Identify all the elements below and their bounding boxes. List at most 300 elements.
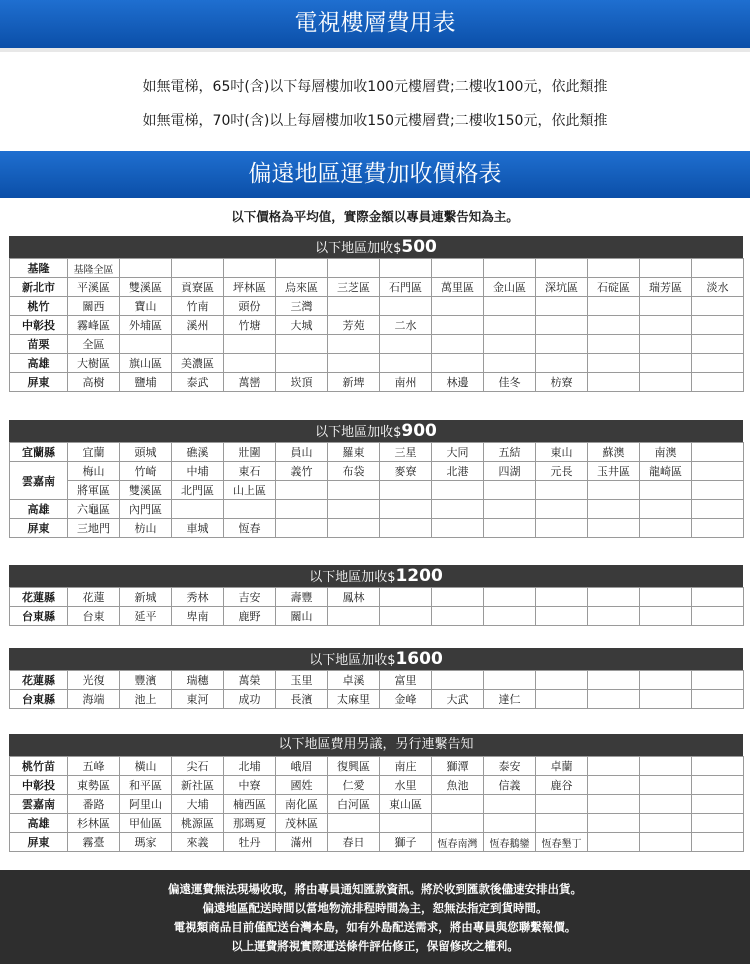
table-row bbox=[10, 354, 744, 373]
district-cell bbox=[692, 443, 744, 462]
district-cell bbox=[224, 335, 276, 354]
district-cell bbox=[692, 354, 744, 373]
district-cell bbox=[588, 373, 640, 392]
zone-header bbox=[9, 236, 743, 258]
district-cell bbox=[536, 795, 588, 814]
table-row bbox=[10, 259, 744, 278]
district-cell bbox=[380, 481, 432, 500]
zone-header bbox=[9, 734, 743, 756]
district-cell: 坪林區 bbox=[224, 278, 276, 297]
district-cell bbox=[276, 259, 328, 278]
district-cell bbox=[432, 481, 484, 500]
district-cell bbox=[432, 259, 484, 278]
zone-header-amount: 1200 bbox=[395, 566, 443, 586]
district-cell bbox=[640, 690, 692, 709]
district-cell bbox=[172, 259, 224, 278]
district-cell: 花蓮 bbox=[68, 588, 120, 607]
district-cell: 崁頂 bbox=[276, 373, 328, 392]
district-cell bbox=[588, 588, 640, 607]
district-cell bbox=[276, 519, 328, 538]
district-cell bbox=[536, 500, 588, 519]
zone-header bbox=[9, 420, 743, 442]
district-cell bbox=[692, 795, 744, 814]
district-cell bbox=[588, 814, 640, 833]
district-cell bbox=[640, 259, 692, 278]
district-cell: 寶山 bbox=[120, 297, 172, 316]
region-table bbox=[9, 442, 744, 538]
zone-header-label: 以下地區加收$ bbox=[309, 653, 396, 668]
district-cell: 仁愛 bbox=[328, 776, 380, 795]
district-cell: 大武 bbox=[432, 690, 484, 709]
table-row bbox=[10, 814, 744, 833]
district-cell bbox=[640, 354, 692, 373]
district-cell: 卓溪 bbox=[328, 671, 380, 690]
district-cell bbox=[692, 519, 744, 538]
district-cell bbox=[536, 259, 588, 278]
district-cell: 林邊 bbox=[432, 373, 484, 392]
district-cell: 竹塘 bbox=[224, 316, 276, 335]
title-banner-floor-fee bbox=[0, 0, 750, 48]
district-cell: 卑南 bbox=[172, 607, 224, 626]
district-cell: 雙溪區 bbox=[120, 481, 172, 500]
table-row bbox=[10, 588, 744, 607]
region-label: 基隆 bbox=[10, 259, 68, 278]
district-cell bbox=[224, 500, 276, 519]
district-cell bbox=[536, 354, 588, 373]
district-cell bbox=[640, 776, 692, 795]
table-row bbox=[10, 278, 744, 297]
district-cell: 關西 bbox=[68, 297, 120, 316]
district-cell: 萬榮 bbox=[224, 671, 276, 690]
district-cell: 三星 bbox=[380, 443, 432, 462]
district-cell: 甲仙區 bbox=[120, 814, 172, 833]
district-cell bbox=[276, 335, 328, 354]
district-cell: 成功 bbox=[224, 690, 276, 709]
district-cell: 佳冬 bbox=[484, 373, 536, 392]
floor-fee-notice-70: 如無電梯，70吋(含)以上每層樓加收150元樓層費;二樓收150元，依此類推 bbox=[142, 113, 608, 129]
district-cell: 關山 bbox=[276, 607, 328, 626]
district-cell: 瑪家 bbox=[120, 833, 172, 852]
district-cell bbox=[172, 335, 224, 354]
district-cell: 中寮 bbox=[224, 776, 276, 795]
district-cell: 旗山區 bbox=[120, 354, 172, 373]
district-cell bbox=[692, 259, 744, 278]
district-cell: 三地門 bbox=[68, 519, 120, 538]
district-cell: 恆春鵝鑾 bbox=[484, 833, 536, 852]
table-row bbox=[10, 462, 744, 481]
floor-fee-notice-65: 如無電梯，65吋(含)以下每層樓加收100元樓層費;二樓收100元，依此類推 bbox=[142, 79, 608, 95]
district-cell: 東勢區 bbox=[68, 776, 120, 795]
district-cell bbox=[432, 500, 484, 519]
table-row bbox=[10, 373, 744, 392]
district-cell: 新城 bbox=[120, 588, 172, 607]
district-cell bbox=[536, 690, 588, 709]
district-cell bbox=[484, 259, 536, 278]
district-cell: 泰安 bbox=[484, 757, 536, 776]
table-row bbox=[10, 316, 744, 335]
district-cell: 枋寮 bbox=[536, 373, 588, 392]
district-cell: 吉安 bbox=[224, 588, 276, 607]
district-cell: 烏來區 bbox=[276, 278, 328, 297]
district-cell: 秀林 bbox=[172, 588, 224, 607]
district-cell: 五峰 bbox=[68, 757, 120, 776]
district-cell: 大城 bbox=[276, 316, 328, 335]
region-table bbox=[9, 587, 744, 626]
district-cell: 國姓 bbox=[276, 776, 328, 795]
district-cell bbox=[640, 335, 692, 354]
zone-header-label: 以下地區加收$ bbox=[315, 241, 402, 256]
district-cell bbox=[380, 259, 432, 278]
district-cell: 東石 bbox=[224, 462, 276, 481]
zone-1200 bbox=[9, 565, 743, 626]
district-cell bbox=[692, 833, 744, 852]
district-cell: 恆春墾丁 bbox=[536, 833, 588, 852]
district-cell bbox=[172, 500, 224, 519]
district-cell: 外埔區 bbox=[120, 316, 172, 335]
footer-line: 電視類商品目前僅配送台灣本島，如有外島配送需求，將由專員與您聯繫報價。 bbox=[173, 920, 577, 934]
district-cell: 石門區 bbox=[380, 278, 432, 297]
district-cell: 光復 bbox=[68, 671, 120, 690]
district-cell bbox=[328, 335, 380, 354]
region-table bbox=[9, 258, 744, 392]
district-cell: 壽豐 bbox=[276, 588, 328, 607]
district-cell: 北門區 bbox=[172, 481, 224, 500]
district-cell bbox=[276, 481, 328, 500]
district-cell: 杉林區 bbox=[68, 814, 120, 833]
district-cell bbox=[380, 297, 432, 316]
district-cell: 元長 bbox=[536, 462, 588, 481]
district-cell bbox=[380, 588, 432, 607]
table-row bbox=[10, 671, 744, 690]
region-label: 雲嘉南 bbox=[10, 795, 68, 814]
district-cell: 竹崎 bbox=[120, 462, 172, 481]
district-cell bbox=[484, 519, 536, 538]
region-label: 中彰投 bbox=[10, 776, 68, 795]
district-cell: 恆春南灣 bbox=[432, 833, 484, 852]
district-cell: 魚池 bbox=[432, 776, 484, 795]
district-cell bbox=[692, 481, 744, 500]
district-cell: 大樹區 bbox=[68, 354, 120, 373]
district-cell: 中埔 bbox=[172, 462, 224, 481]
district-cell: 溪州 bbox=[172, 316, 224, 335]
district-cell bbox=[692, 316, 744, 335]
district-cell bbox=[640, 757, 692, 776]
zone-header-label: 以下地區費用另議，另行連繫告知 bbox=[278, 737, 474, 752]
district-cell: 茂林區 bbox=[276, 814, 328, 833]
district-cell: 霧峰區 bbox=[68, 316, 120, 335]
district-cell: 六龜區 bbox=[68, 500, 120, 519]
district-cell: 那瑪夏 bbox=[224, 814, 276, 833]
banner-shadow bbox=[0, 48, 750, 52]
district-cell: 泰武 bbox=[172, 373, 224, 392]
district-cell: 將軍區 bbox=[68, 481, 120, 500]
district-cell bbox=[588, 776, 640, 795]
district-cell bbox=[640, 500, 692, 519]
district-cell: 南庄 bbox=[380, 757, 432, 776]
district-cell: 石碇區 bbox=[588, 278, 640, 297]
district-cell: 桃源區 bbox=[172, 814, 224, 833]
district-cell: 頭城 bbox=[120, 443, 172, 462]
district-cell: 內門區 bbox=[120, 500, 172, 519]
district-cell bbox=[536, 588, 588, 607]
district-cell: 瑞穗 bbox=[172, 671, 224, 690]
district-cell: 南州 bbox=[380, 373, 432, 392]
zone-negotiable bbox=[9, 734, 743, 852]
district-cell bbox=[692, 671, 744, 690]
district-cell: 橫山 bbox=[120, 757, 172, 776]
district-cell bbox=[588, 335, 640, 354]
district-cell: 玉里 bbox=[276, 671, 328, 690]
district-cell: 獅子 bbox=[380, 833, 432, 852]
district-cell: 瑞芳區 bbox=[640, 278, 692, 297]
district-cell bbox=[328, 297, 380, 316]
district-cell bbox=[640, 607, 692, 626]
district-cell bbox=[432, 519, 484, 538]
district-cell: 鹿谷 bbox=[536, 776, 588, 795]
district-cell: 玉井區 bbox=[588, 462, 640, 481]
zone-header-amount: 500 bbox=[401, 237, 437, 257]
region-label: 苗栗 bbox=[10, 335, 68, 354]
region-label: 屏東 bbox=[10, 373, 68, 392]
district-cell: 全區 bbox=[68, 335, 120, 354]
district-cell: 池上 bbox=[120, 690, 172, 709]
district-cell bbox=[484, 500, 536, 519]
district-cell: 芳苑 bbox=[328, 316, 380, 335]
district-cell: 金山區 bbox=[484, 278, 536, 297]
district-cell: 台東 bbox=[68, 607, 120, 626]
district-cell: 五結 bbox=[484, 443, 536, 462]
district-cell bbox=[588, 500, 640, 519]
district-cell bbox=[692, 690, 744, 709]
district-cell bbox=[380, 814, 432, 833]
district-cell bbox=[484, 795, 536, 814]
district-cell: 豐濱 bbox=[120, 671, 172, 690]
region-label: 高雄 bbox=[10, 354, 68, 373]
district-cell bbox=[380, 607, 432, 626]
region-label: 花蓮縣 bbox=[10, 671, 68, 690]
region-label: 雲嘉南 bbox=[10, 462, 68, 500]
district-cell bbox=[328, 500, 380, 519]
table-row bbox=[10, 757, 744, 776]
district-cell: 卓蘭 bbox=[536, 757, 588, 776]
district-cell: 竹南 bbox=[172, 297, 224, 316]
district-cell bbox=[692, 335, 744, 354]
district-cell: 鳳林 bbox=[328, 588, 380, 607]
district-cell: 水里 bbox=[380, 776, 432, 795]
district-cell bbox=[536, 481, 588, 500]
district-cell: 東河 bbox=[172, 690, 224, 709]
district-cell: 海端 bbox=[68, 690, 120, 709]
zone-header-amount: 900 bbox=[401, 421, 437, 441]
district-cell bbox=[328, 814, 380, 833]
district-cell: 萬巒 bbox=[224, 373, 276, 392]
district-cell: 信義 bbox=[484, 776, 536, 795]
district-cell: 高樹 bbox=[68, 373, 120, 392]
district-cell bbox=[588, 757, 640, 776]
district-cell: 鹿野 bbox=[224, 607, 276, 626]
district-cell: 峨眉 bbox=[276, 757, 328, 776]
district-cell: 尖石 bbox=[172, 757, 224, 776]
district-cell bbox=[328, 259, 380, 278]
district-cell: 春日 bbox=[328, 833, 380, 852]
region-label: 高雄 bbox=[10, 814, 68, 833]
district-cell bbox=[484, 481, 536, 500]
price-note: 以下價格為平均值，實際金額以專員連繫告知為主。 bbox=[231, 209, 519, 224]
district-cell bbox=[640, 795, 692, 814]
district-cell bbox=[536, 814, 588, 833]
region-table bbox=[9, 670, 744, 709]
table-row bbox=[10, 795, 744, 814]
district-cell: 富里 bbox=[380, 671, 432, 690]
district-cell: 和平區 bbox=[120, 776, 172, 795]
district-cell bbox=[432, 335, 484, 354]
region-table bbox=[9, 756, 744, 852]
district-cell: 白河區 bbox=[328, 795, 380, 814]
district-cell bbox=[536, 607, 588, 626]
district-cell: 延平 bbox=[120, 607, 172, 626]
district-cell bbox=[692, 462, 744, 481]
region-label: 高雄 bbox=[10, 500, 68, 519]
district-cell: 萬里區 bbox=[432, 278, 484, 297]
region-label: 台東縣 bbox=[10, 690, 68, 709]
district-cell bbox=[380, 519, 432, 538]
district-cell: 二水 bbox=[380, 316, 432, 335]
district-cell: 淡水 bbox=[692, 278, 744, 297]
district-cell: 龍崎區 bbox=[640, 462, 692, 481]
district-cell bbox=[484, 671, 536, 690]
district-cell bbox=[692, 814, 744, 833]
district-cell bbox=[588, 671, 640, 690]
zone-header bbox=[9, 648, 743, 670]
footer-line: 偏遠運費無法現場收取，將由專員通知匯款資訊。將於收到匯款後儘速安排出貨。 bbox=[168, 882, 582, 896]
district-cell: 來義 bbox=[172, 833, 224, 852]
table-row bbox=[10, 481, 744, 500]
district-cell: 阿里山 bbox=[120, 795, 172, 814]
zone-header-amount: 1600 bbox=[395, 649, 443, 669]
district-cell bbox=[276, 500, 328, 519]
district-cell bbox=[432, 316, 484, 335]
district-cell: 南澳 bbox=[640, 443, 692, 462]
district-cell bbox=[484, 354, 536, 373]
region-label: 台東縣 bbox=[10, 607, 68, 626]
district-cell bbox=[588, 690, 640, 709]
district-cell: 羅東 bbox=[328, 443, 380, 462]
region-label: 新北市 bbox=[10, 278, 68, 297]
district-cell bbox=[692, 588, 744, 607]
district-cell bbox=[588, 297, 640, 316]
district-cell: 新社區 bbox=[172, 776, 224, 795]
table-row bbox=[10, 690, 744, 709]
table-row bbox=[10, 297, 744, 316]
zone-500 bbox=[9, 236, 743, 392]
district-cell bbox=[328, 607, 380, 626]
district-cell: 平溪區 bbox=[68, 278, 120, 297]
district-cell: 宜蘭 bbox=[68, 443, 120, 462]
district-cell: 霧臺 bbox=[68, 833, 120, 852]
district-cell bbox=[120, 259, 172, 278]
district-cell bbox=[640, 519, 692, 538]
district-cell: 美濃區 bbox=[172, 354, 224, 373]
district-cell: 東山區 bbox=[380, 795, 432, 814]
district-cell: 復興區 bbox=[328, 757, 380, 776]
page-title-remote-fee: 偏遠地區運費加收價格表 bbox=[248, 161, 502, 187]
district-cell: 四湖 bbox=[484, 462, 536, 481]
district-cell: 達仁 bbox=[484, 690, 536, 709]
zone-header-label: 以下地區加收$ bbox=[309, 570, 396, 585]
district-cell bbox=[588, 607, 640, 626]
district-cell: 北港 bbox=[432, 462, 484, 481]
table-row bbox=[10, 443, 744, 462]
district-cell bbox=[120, 335, 172, 354]
district-cell bbox=[588, 519, 640, 538]
district-cell: 三灣 bbox=[276, 297, 328, 316]
district-cell bbox=[432, 607, 484, 626]
district-cell bbox=[588, 833, 640, 852]
region-label: 花蓮縣 bbox=[10, 588, 68, 607]
district-cell: 新埤 bbox=[328, 373, 380, 392]
footer-line: 以上運費將視實際運送條件評估修正，保留修改之權利。 bbox=[231, 939, 519, 953]
district-cell: 基隆全區 bbox=[68, 259, 120, 278]
district-cell bbox=[484, 316, 536, 335]
district-cell: 牡丹 bbox=[224, 833, 276, 852]
district-cell bbox=[380, 354, 432, 373]
district-cell bbox=[640, 316, 692, 335]
table-row bbox=[10, 607, 744, 626]
title-banner-remote-fee bbox=[0, 151, 750, 198]
district-cell bbox=[640, 588, 692, 607]
district-cell bbox=[588, 316, 640, 335]
district-cell: 員山 bbox=[276, 443, 328, 462]
district-cell bbox=[640, 671, 692, 690]
district-cell: 北埔 bbox=[224, 757, 276, 776]
district-cell bbox=[224, 354, 276, 373]
district-cell bbox=[692, 373, 744, 392]
district-cell bbox=[536, 519, 588, 538]
district-cell bbox=[640, 297, 692, 316]
district-cell: 三芝區 bbox=[328, 278, 380, 297]
district-cell: 南化區 bbox=[276, 795, 328, 814]
district-cell: 義竹 bbox=[276, 462, 328, 481]
district-cell: 滿州 bbox=[276, 833, 328, 852]
district-cell bbox=[692, 500, 744, 519]
region-label: 桃竹 bbox=[10, 297, 68, 316]
district-cell bbox=[276, 354, 328, 373]
district-cell bbox=[432, 814, 484, 833]
region-label: 宜蘭縣 bbox=[10, 443, 68, 462]
district-cell bbox=[484, 297, 536, 316]
district-cell: 楠西區 bbox=[224, 795, 276, 814]
table-row bbox=[10, 519, 744, 538]
region-label: 屏東 bbox=[10, 519, 68, 538]
zone-900 bbox=[9, 420, 743, 538]
district-cell bbox=[588, 795, 640, 814]
district-cell: 枋山 bbox=[120, 519, 172, 538]
district-cell: 東山 bbox=[536, 443, 588, 462]
page-title-floor-fee: 電視樓層費用表 bbox=[294, 10, 456, 36]
district-cell bbox=[380, 335, 432, 354]
region-label: 中彰投 bbox=[10, 316, 68, 335]
table-row bbox=[10, 500, 744, 519]
zone-1600 bbox=[9, 648, 743, 709]
district-cell: 大同 bbox=[432, 443, 484, 462]
table-row bbox=[10, 833, 744, 852]
footer-notes bbox=[0, 870, 750, 964]
district-cell: 頭份 bbox=[224, 297, 276, 316]
district-cell bbox=[536, 297, 588, 316]
district-cell bbox=[484, 335, 536, 354]
table-row bbox=[10, 335, 744, 354]
district-cell: 布袋 bbox=[328, 462, 380, 481]
